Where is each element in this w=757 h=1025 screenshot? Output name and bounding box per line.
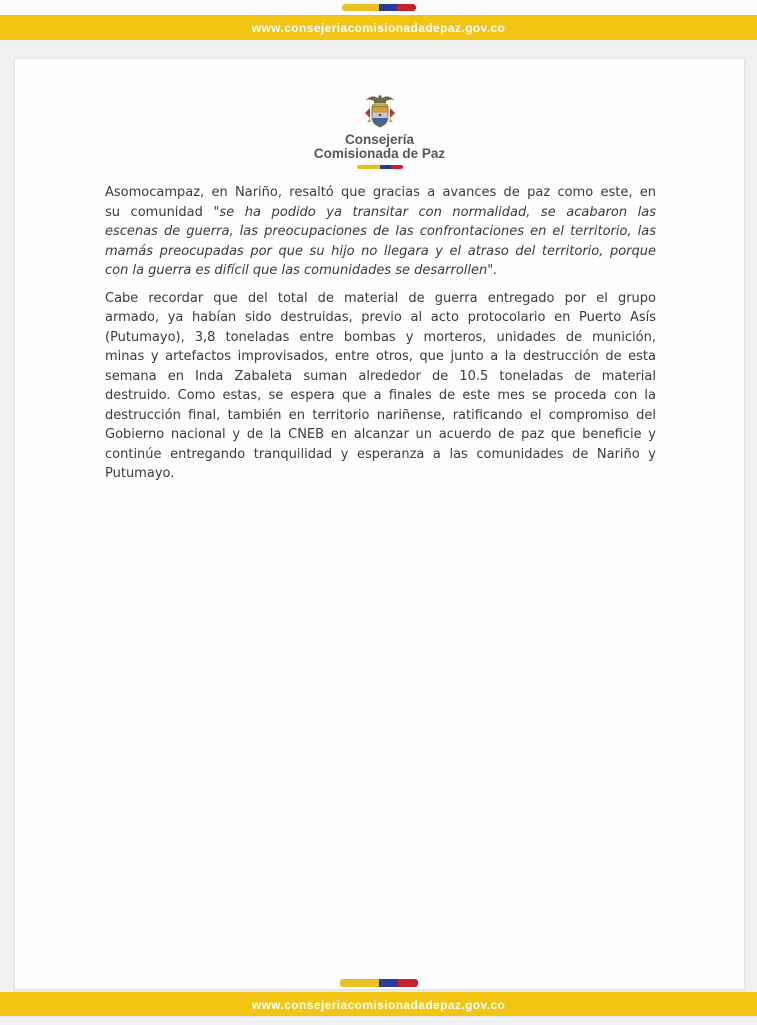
paragraph bbox=[105, 289, 656, 484]
flag-red-segment bbox=[397, 4, 416, 11]
paragraph bbox=[105, 183, 656, 281]
document-body bbox=[105, 183, 656, 484]
logo-title-line1: Consejería bbox=[344, 132, 415, 147]
flag-yellow-segment bbox=[357, 165, 380, 169]
text-line: Putumayo. bbox=[105, 466, 175, 481]
logo-title-line2: Comisionada de Paz bbox=[313, 146, 446, 161]
text-line: Gobierno nacional y de la CNEB en alcanzar un acuerdo de paz que beneficie y bbox=[105, 427, 656, 442]
flag-yellow-segment bbox=[342, 4, 379, 11]
text-line: armado, ya habían sido destruidas, previo al acto protocolario en Puerto Asís bbox=[105, 310, 656, 325]
text-line: destrucción final, también en territorio nariñense, ratificando el compromiso del bbox=[105, 407, 656, 423]
flag-red-segment bbox=[398, 979, 418, 987]
flag-blue-segment bbox=[380, 165, 392, 169]
logo-block bbox=[15, 93, 744, 169]
text-line: destruido. Como estas, se espera que a finales de este mes se proceda con la bbox=[105, 388, 656, 403]
text-line: con la guerra es difícil que las comunidades se desarrollen". bbox=[105, 263, 498, 278]
colombia-flag-ribbon-top bbox=[342, 4, 416, 11]
colombia-flag-ribbon-bottom bbox=[340, 979, 418, 987]
header-url-bar bbox=[0, 15, 757, 40]
text-line: escenas de guerra, las preocupaciones de las confrontaciones en el territorio, las bbox=[105, 224, 656, 239]
flag-blue-segment bbox=[379, 979, 399, 987]
footer-url-text: www.consejeriacomisionadadepaz.gov.co bbox=[251, 997, 506, 1012]
text-line: continúe entregando tranquilidad y esperanza a las comunidades de Nariño y bbox=[105, 446, 656, 462]
colombia-flag-mini-bar bbox=[357, 165, 403, 169]
text-line: (Putumayo), 3,8 toneladas entre bombas y morteros, unidades de munición, bbox=[105, 329, 656, 345]
flag-blue-segment bbox=[379, 4, 398, 11]
flag-red-segment bbox=[391, 165, 403, 169]
flag-yellow-segment bbox=[340, 979, 379, 987]
text-line: mamás preocupadas por que su hijo no llegara y el atraso del territorio, porque bbox=[105, 243, 656, 259]
text-line: Asomocampaz, en Nariño, resaltó que gracias a avances de paz como este, en bbox=[105, 185, 656, 200]
document-page bbox=[14, 58, 745, 990]
colombia-coat-of-arms-icon bbox=[363, 93, 397, 133]
text-line: su comunidad "se ha podido ya transitar con normalidad, se acabaron las bbox=[105, 204, 656, 220]
footer-url-bar bbox=[0, 992, 757, 1017]
text-line: Cabe recordar que del total de material de guerra entregado por el grupo bbox=[105, 290, 656, 306]
text-line: semana en Inda Zabaleta suman alrededor de 10.5 toneladas de material bbox=[105, 368, 656, 384]
header-url-text: www.consejeriacomisionadadepaz.gov.co bbox=[251, 20, 506, 35]
text-line: minas y artefactos improvisados, entre otros, que junto a la destrucción de esta bbox=[105, 349, 656, 364]
